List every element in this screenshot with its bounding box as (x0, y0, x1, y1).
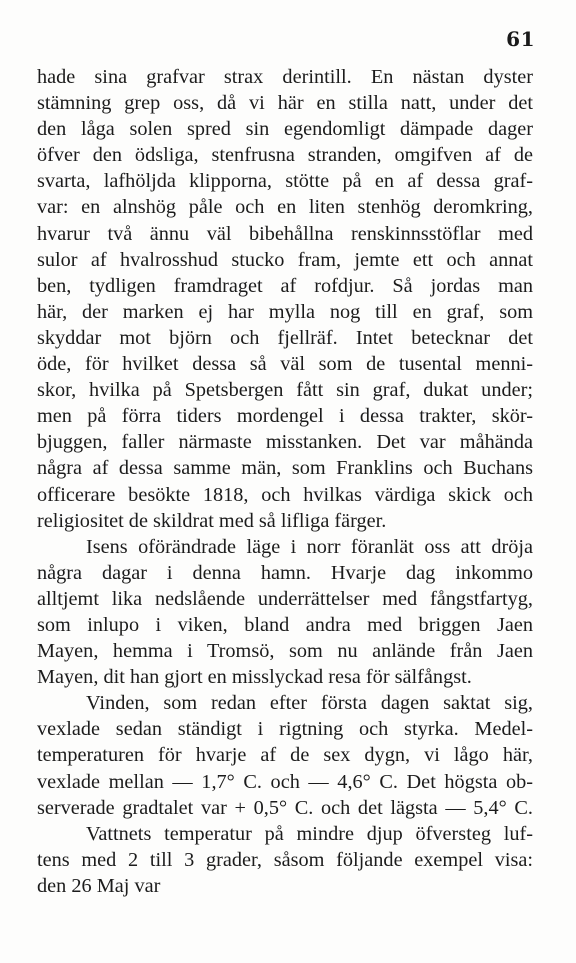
text-line: Vattnets temperatur på mindre djup öfversteg luf- (86, 822, 533, 845)
text-line: skor, hvilka på Spetsbergen fått sin graf, dukat under; (37, 379, 533, 402)
text-line: den låga solen spred sin egendomligt dämpade dager (37, 118, 533, 141)
text-line: hvarur två ännu väl bibehållna renskinnsstöflar med (37, 222, 533, 245)
text-line: tens med 2 till 3 grader, såsom följande exempel visa: (37, 848, 533, 871)
text-line: skyddar mot björn och fjellräf. Intet betecknar det (37, 326, 533, 349)
text-line: alltjemt lika nedslående underrättelser med fångstfartyg, (37, 587, 533, 610)
text-line: hade sina grafvar strax derintill. En nästan dyster (37, 66, 533, 88)
body-text (37, 64, 533, 899)
text-line: Mayen, hemma i Tromsö, som nu anlände från Jaen (37, 640, 533, 663)
text-line: några dagar i denna hamn. Hvarje dag inkommo (37, 561, 533, 584)
text-line: religiositet de skildrat med så lifliga färger. (37, 509, 387, 532)
text-line: stämning grep oss, då vi här en stilla natt, under det (37, 92, 533, 115)
page-number: 61 (506, 27, 535, 51)
text-line: Mayen, dit han gjort en misslyckad resa för sälfångst. (37, 666, 472, 689)
text-line: men på förra tiders mordengel i dessa trakter, skör- (37, 405, 533, 428)
text-line: vexlade sedan ständigt i rigtning och styrka. Medel- (37, 718, 533, 741)
text-line: här, der marken ej har mylla nog till en graf, som (37, 300, 533, 323)
text-line: bjuggen, faller närmaste misstanken. Det var måhända (37, 431, 533, 454)
text-line: temperaturen för hvarje af de sex dygn, vi lågo här, (37, 744, 533, 767)
text-line: öfver den ödsliga, stenfrusna stranden, omgifven af de (37, 144, 533, 167)
text-line: några af dessa samme män, som Franklins och Buchans (37, 457, 533, 480)
text-line: serverade gradtalet var + 0,5° C. och det lägsta — 5,4° C. (37, 796, 533, 819)
text-line: var: en alnshög påle och en liten stenhög deromkring, (37, 196, 533, 219)
text-line: vexlade mellan — 1,7° C. och — 4,6° C. Det högsta ob- (37, 770, 533, 793)
text-line: öde, för hvilket dessa så väl som de tusental menni- (37, 353, 533, 376)
text-line: svarta, lafhöljda klipporna, stötte på en af dessa graf- (37, 170, 533, 193)
text-line: den 26 Maj var (37, 874, 161, 897)
text-line: Vinden, som redan efter första dagen saktat sig, (86, 692, 533, 715)
text-line: sulor af hvalrosshud stucko fram, jemte ett och annat (37, 248, 533, 271)
text-line: Isens oförändrade läge i norr föranlät oss att dröja (86, 535, 533, 558)
text-line: ben, tydligen framdraget af rofdjur. Så jordas man (37, 274, 533, 297)
text-line: som inlupo i viken, bland andra med briggen Jaen (37, 613, 533, 636)
text-line: officerare besökte 1818, och hvilkas värdiga skick och (37, 483, 533, 506)
